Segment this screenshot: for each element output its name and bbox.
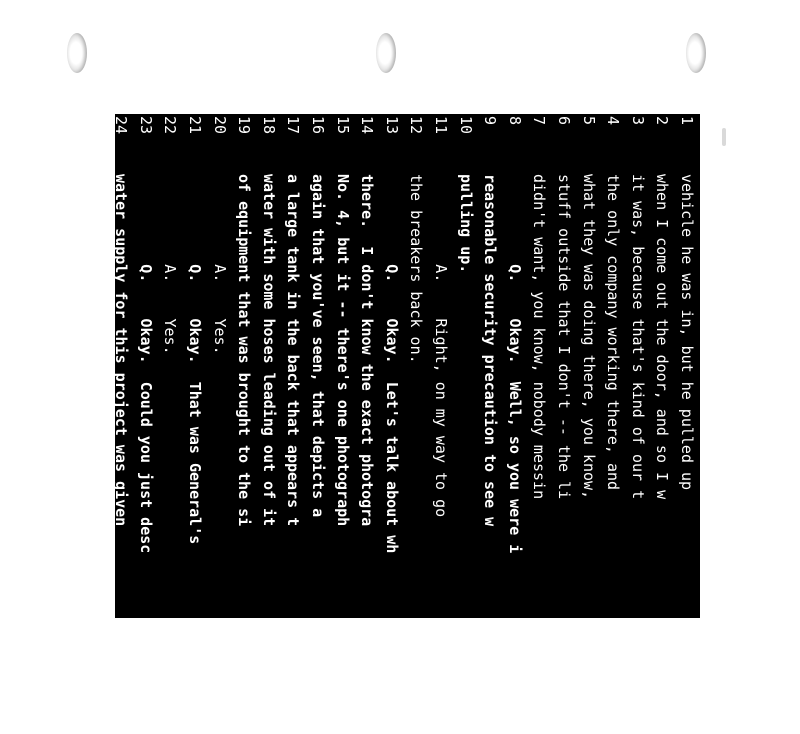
line-number: 3	[628, 116, 647, 126]
transcript-line	[503, 114, 527, 734]
line-number: 24	[112, 116, 131, 135]
line-number: 8	[505, 116, 524, 126]
line-text: pulling up.	[456, 174, 475, 274]
line-number: 2	[653, 116, 672, 126]
line-text: Q. Okay. Could you just desc	[136, 174, 155, 554]
line-number: 19	[235, 116, 254, 135]
transcript-line	[355, 114, 379, 734]
transcript-line	[675, 114, 699, 734]
transcript-line	[478, 114, 502, 734]
transcript-line	[306, 114, 330, 734]
transcript-body	[112, 114, 700, 618]
line-text: vehicle he was in, but he pulled up	[678, 174, 696, 491]
line-number: 16	[309, 116, 327, 135]
line-number: 18	[259, 116, 278, 135]
line-text: water supply for this project was given	[112, 174, 131, 527]
line-number: 17	[284, 116, 303, 135]
line-number: 15	[333, 116, 352, 135]
line-text: it was, because that's kind of our t	[628, 174, 647, 500]
line-number: 9	[481, 116, 500, 126]
transcript-line	[527, 114, 551, 734]
line-text: the breakers back on.	[407, 174, 426, 364]
line-number: 10	[456, 116, 475, 135]
line-number: 12	[407, 116, 426, 135]
line-text: A. Right, on my way to go	[432, 174, 450, 518]
line-text: when I come out the door, and so I w	[653, 174, 672, 500]
line-text: Q. Okay. That was General's	[186, 174, 204, 545]
line-number: 5	[579, 116, 598, 126]
line-text: A. Yes.	[210, 174, 229, 355]
transcript-line	[429, 114, 453, 734]
line-text: again that you've seen, that depicts a	[309, 174, 327, 518]
line-number: 6	[555, 116, 573, 126]
transcript-negative-band	[112, 114, 700, 618]
line-text: reasonable security precaution to see w	[481, 174, 500, 527]
transcript-line	[404, 114, 428, 734]
line-text: a large tank in the back that appears t	[284, 174, 303, 527]
line-number: 20	[210, 116, 229, 135]
line-text: didn't want, you know, nobody messin	[530, 174, 549, 500]
transcript-line	[601, 114, 625, 734]
transcript-line	[257, 114, 281, 734]
punch-hole-center	[376, 33, 396, 73]
transcript-line	[552, 114, 576, 734]
transcript-line	[109, 114, 133, 734]
line-number: 23	[136, 116, 155, 135]
line-number: 22	[161, 116, 180, 135]
line-text: stuff outside that I don't -- the li	[555, 174, 573, 500]
scan-mark	[722, 128, 726, 146]
line-text: the only company working there, and	[604, 174, 623, 491]
line-number: 1	[678, 116, 696, 126]
line-number: 4	[604, 116, 623, 126]
line-number: 7	[530, 116, 549, 126]
line-number: 14	[358, 116, 377, 135]
transcript-line	[577, 114, 601, 734]
transcript-line	[158, 114, 182, 734]
punch-hole-left	[67, 33, 87, 73]
line-text: No. 4, but it -- there's one photograph	[333, 174, 352, 527]
line-text: of equipment that was brought to the si	[235, 174, 254, 527]
transcript-line	[134, 114, 158, 734]
transcript-line	[331, 114, 355, 734]
line-number: 13	[382, 116, 401, 135]
transcript-line	[650, 114, 674, 734]
line-text: what they was doing there, you know,	[579, 174, 598, 500]
transcript-line	[183, 114, 207, 734]
line-number: 11	[432, 116, 450, 135]
line-number: 21	[186, 116, 204, 135]
line-text: Q. Okay. Well, so you were i	[505, 174, 524, 554]
line-text: Q. Okay. Let's talk about wh	[382, 174, 401, 554]
punch-hole-right	[686, 33, 706, 73]
transcript-line	[232, 114, 256, 734]
transcript-line	[380, 114, 404, 734]
transcript-line	[281, 114, 305, 734]
line-text: water with some hoses leading out of it	[259, 174, 278, 527]
line-text: there. I don't know the exact photogra	[358, 174, 377, 527]
transcript-line	[454, 114, 478, 734]
transcript-line	[208, 114, 232, 734]
line-text: A. Yes.	[161, 174, 180, 355]
transcript-line	[626, 114, 650, 734]
